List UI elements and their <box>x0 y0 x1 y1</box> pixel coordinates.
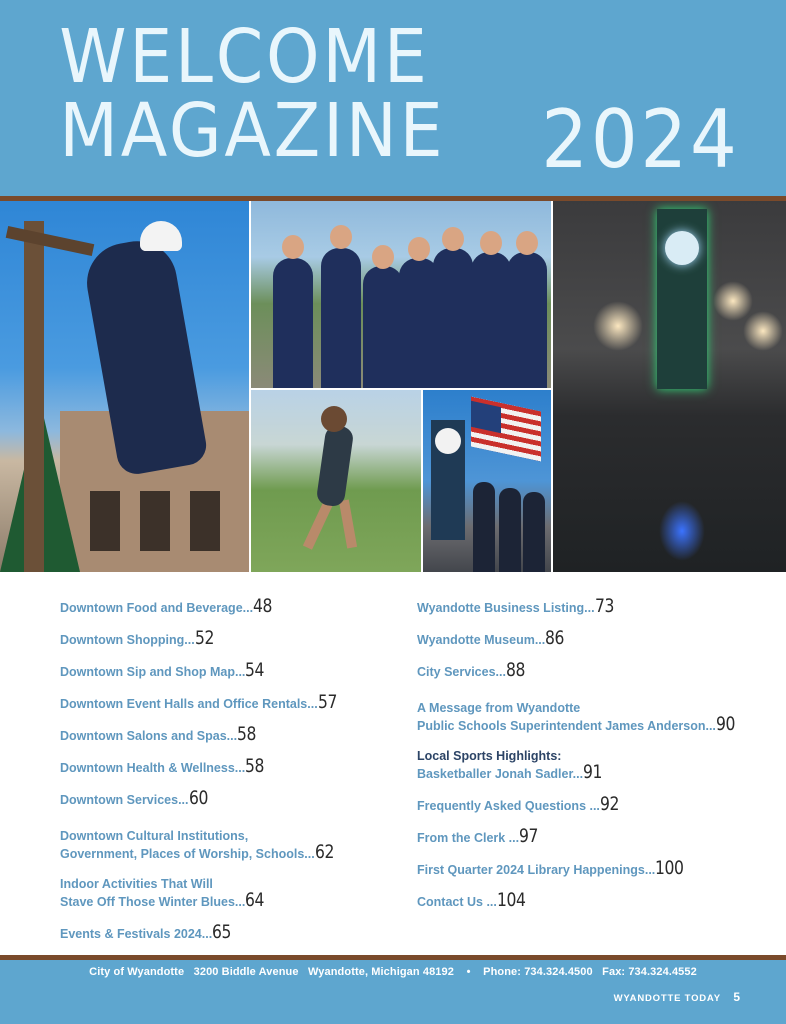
toc-entry[interactable]: Downtown Sip and Shop Map...54 <box>60 659 265 681</box>
clock-tower-night-photo <box>553 201 786 572</box>
group-photo <box>251 201 551 388</box>
toc-entry[interactable]: First Quarter 2024 Library Happenings...100 <box>417 857 684 879</box>
toc-entry[interactable]: Wyandotte Business Listing...73 <box>417 595 614 617</box>
toc-entry[interactable]: Downtown Cultural Institutions, Government, Places of Worship, Schools...62 <box>60 829 334 863</box>
toc-entry[interactable]: Downtown Shopping...52 <box>60 627 214 649</box>
page-number: 5 <box>733 990 740 1004</box>
toc-entry[interactable]: Downtown Health & Wellness...58 <box>60 755 265 777</box>
toc-entry[interactable]: Downtown Salons and Spas...58 <box>60 723 257 745</box>
lineman-photo <box>0 201 249 572</box>
toc-entry[interactable]: Events & Festivals 2024...65 <box>60 921 232 943</box>
publication-name: WYANDOTTE TODAY <box>613 993 721 1004</box>
photo-collage <box>0 201 786 572</box>
footer-folio <box>614 988 740 1006</box>
parade-photo <box>423 390 551 572</box>
toc-entry[interactable]: A Message from Wyandotte Public Schools Superintendent James Anderson...90 <box>417 701 735 735</box>
magazine-title: WELCOME MAGAZINE <box>59 14 446 174</box>
toc-entry[interactable]: Contact Us ...104 <box>417 889 526 911</box>
toc-entry[interactable]: Frequently Asked Questions ...92 <box>417 793 619 815</box>
header-banner <box>0 0 786 196</box>
footer-bar <box>0 960 786 1024</box>
toc-entry[interactable]: Downtown Event Halls and Office Rentals...57 <box>60 691 337 713</box>
boy-running-photo <box>251 390 421 572</box>
toc-entry[interactable]: Local Sports Highlights: Basketballer Jonah Sadler...91 <box>417 749 603 783</box>
footer-contact-info: City of Wyandotte 3200 Biddle Avenue Wyandotte, Michigan 48192 • Phone: 734.324.4500 Fax: 734.324.4552 <box>89 966 697 978</box>
toc-entry[interactable]: From the Clerk ...97 <box>417 825 539 847</box>
toc-entry[interactable]: Downtown Food and Beverage...48 <box>60 595 273 617</box>
toc-entry[interactable]: Downtown Services...60 <box>60 787 208 809</box>
toc-entry[interactable]: Indoor Activities That Will Stave Off Those Winter Blues...64 <box>60 877 265 911</box>
toc-entry[interactable]: City Services...88 <box>417 659 525 681</box>
magazine-year: 2024 <box>541 93 740 186</box>
toc-entry[interactable]: Wyandotte Museum...86 <box>417 627 565 649</box>
